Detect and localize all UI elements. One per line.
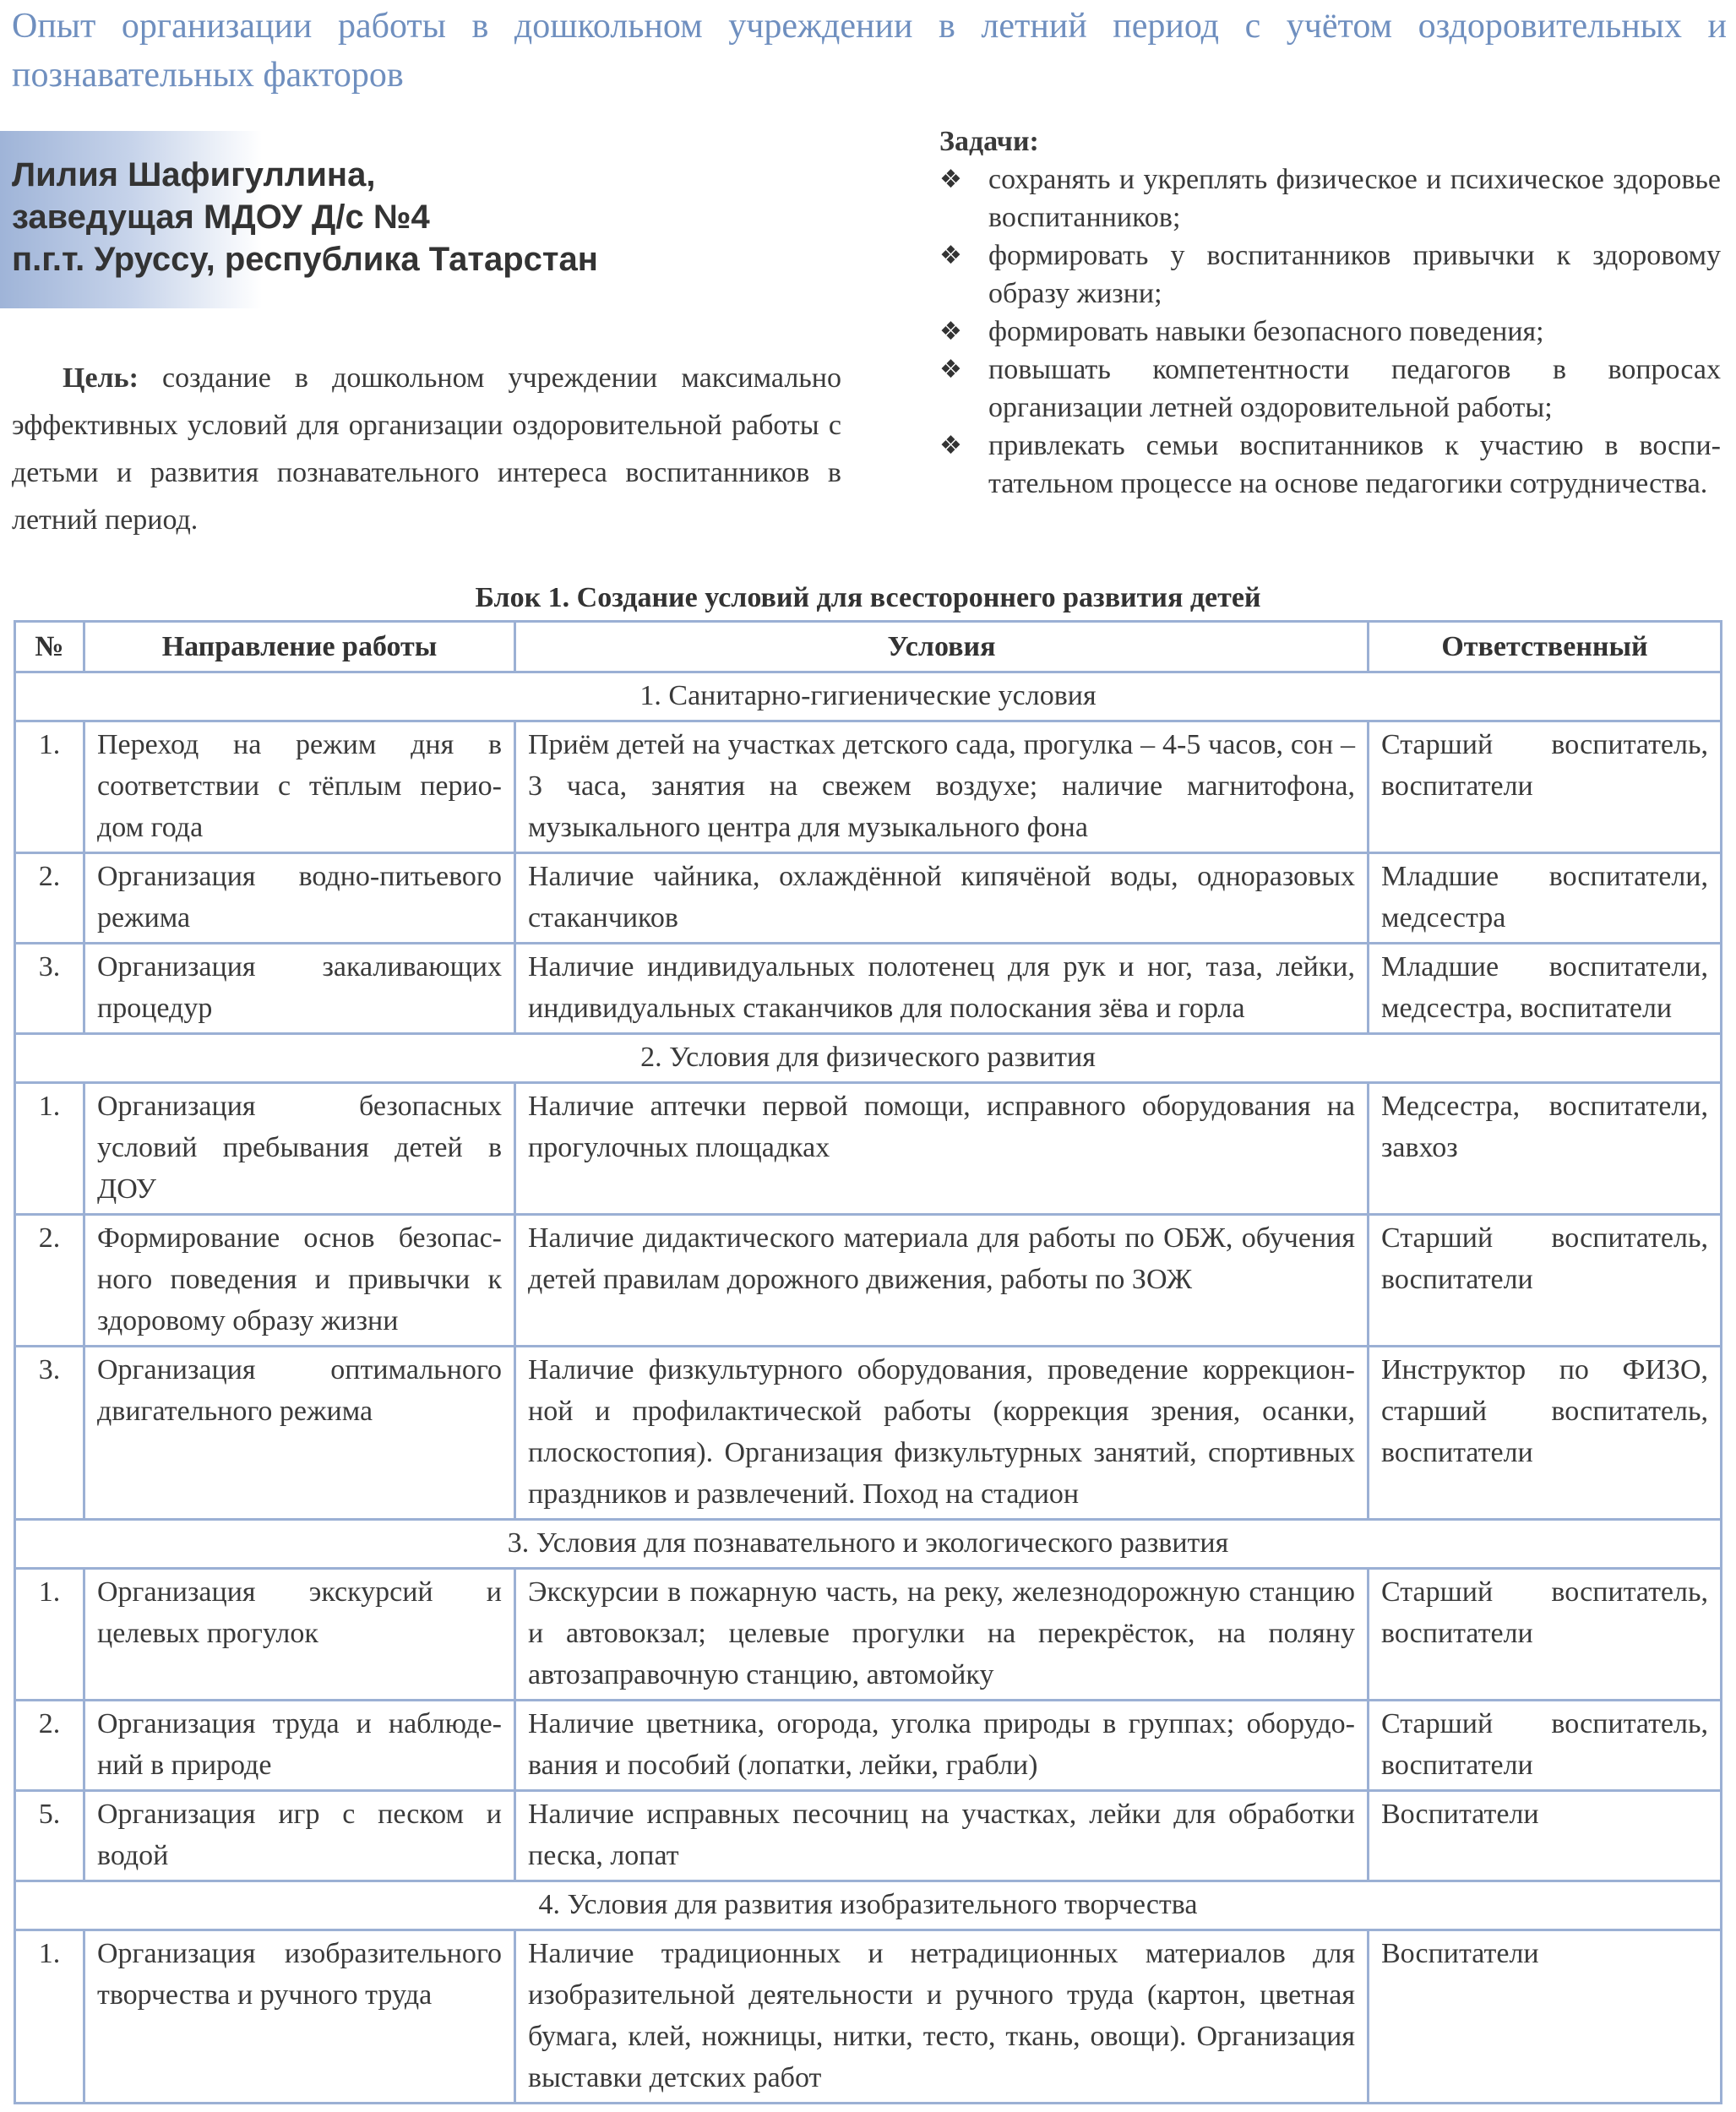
table-row [15,853,1722,944]
row-number: 1. [15,721,84,853]
section-row [15,1520,1722,1569]
section-title: 1. Санитарно-гигиенические условия [15,672,1722,721]
task-item: ❖ формировать у воспитанников привычки к здоровому образу жизни; [939,237,1721,313]
row-number: 2. [15,1215,84,1347]
row-number: 1. [15,1569,84,1701]
table-row [15,1791,1722,1881]
header-responsible: Ответственный [1369,622,1722,672]
row-number: 5. [15,1791,84,1881]
header-conditions: Условия [515,622,1369,672]
table-row [15,1215,1722,1347]
author-location: п.г.т. Уруссу, республика Татарстан [12,241,598,278]
block-title: Блок 1. Создание условий для всестороннего развития детей [475,582,1261,613]
author-name: Лилия Шафигуллина, [12,156,376,193]
row-conditions: Наличие цветника, огорода, уголка природы в группах; оборудования и пособий (лопатки, лейки, грабли) [515,1701,1369,1791]
row-conditions: Наличие исправных песочниц на участках, лейки для обработки песка, лопат [515,1791,1369,1881]
row-conditions: Наличие аптечки первой помощи, исправного оборудования на прогулочных площадках [515,1083,1369,1215]
row-direction: Организация труда и наблюдений в природе [84,1701,515,1791]
diamond-bullet-icon: ❖ [939,165,962,194]
tasks-section [939,122,1721,503]
diamond-bullet-icon: ❖ [939,241,962,270]
row-direction: Организация оптимального двигательного режима [84,1347,515,1520]
goal-label: Цель: [63,362,139,394]
section-row [15,672,1722,721]
diamond-bullet-icon: ❖ [939,317,962,346]
table-row [15,1347,1722,1520]
table-row [15,1569,1722,1701]
row-conditions: Экскурсии в пожарную часть, на реку, железнодорожную станцию и автовокзал; целевые прогулки на перекрёсток, на поляну автозаправочную станцию, автомойку [515,1569,1369,1701]
row-responsible: Старший воспитатель, воспитатели [1369,1701,1722,1791]
table-row [15,1083,1722,1215]
author-position: заведущая МДОУ Д/с №4 [12,199,430,236]
row-conditions: Наличие традиционных и нетрадиционных материалов для изобразительной деятельности и ручного труда (картон, цветная бумага, клей, ножницы, нитки, тесто, ткань, овощи). Организация выставки детских работ [515,1930,1369,2104]
goal-paragraph [12,355,841,544]
row-conditions: Наличие индивидуальных полотенец для рук и ног, таза, лейки, индивидуальных стаканчиков для полоскания зёва и горла [515,944,1369,1034]
header-number: № [15,622,84,672]
row-conditions: Наличие дидактического материала для работы по ОБЖ, обучения детей правилам дорожного движения, работы по ЗОЖ [515,1215,1369,1347]
table-row [15,1930,1722,2104]
section-title: 2. Условия для физического развития [15,1034,1722,1083]
table-row [15,944,1722,1034]
row-responsible: Воспитатели [1369,1930,1722,2104]
table-header-row [15,622,1722,672]
diamond-bullet-icon: ❖ [939,355,962,384]
section-title: 3. Условия для познавательного и экологического развития [15,1520,1722,1569]
row-responsible: Младшие воспитатели, медсестра [1369,853,1722,944]
row-direction: Организация изобразительного творчества и ручного труда [84,1930,515,2104]
row-direction: Организация водно-питьевого режима [84,853,515,944]
row-number: 1. [15,1083,84,1215]
conditions-table [14,620,1722,2104]
section-title: 4. Условия для развития изобразительного творчества [15,1881,1722,1930]
section-row [15,1034,1722,1083]
row-conditions: Наличие чайника, охлаждённой кипячёной воды, одноразовых стаканчиков [515,853,1369,944]
row-number: 3. [15,1347,84,1520]
tasks-list [939,161,1721,503]
row-responsible: Старший воспитатель, воспитатели [1369,1569,1722,1701]
row-conditions: Приём детей на участках детского сада, прогулка – 4-5 часов, сон – 3 часа, занятия на свежем воздухе; наличие магнитофона, музыкального центра для музыкального фона [515,721,1369,853]
diamond-bullet-icon: ❖ [939,431,962,460]
section-row [15,1881,1722,1930]
tasks-heading: Задачи: [939,126,1039,157]
row-number: 3. [15,944,84,1034]
row-responsible: Воспитатели [1369,1791,1722,1881]
article-title: Опыт организации работы в дошкольном учреждении в летний период с учётом оздоровительных и познавательных факторов [12,7,1727,95]
task-item: ❖ сохранять и укреплять физическое и психическое здоровье воспитанников; [939,161,1721,237]
row-number: 2. [15,1701,84,1791]
row-direction: Формирование основ безопасного поведения и привычки к здоровому образу жизни [84,1215,515,1347]
row-responsible: Младшие воспитатели, медсестра, воспитатели [1369,944,1722,1034]
row-direction: Организация закаливающих процедур [84,944,515,1034]
task-item: ❖ повышать компетентности педагогов в вопросах организации летней оздоровительной работы; [939,351,1721,427]
table-row [15,721,1722,853]
goal-text: создание в дошкольном учреждении максимально эффективных условий для организации оздоровительной работы с детьми и развития познавательного интереса воспитанников в летний период. [12,362,841,536]
task-item: ❖ привлекать семьи воспитанников к участию в воспитательном процессе на основе педагогики сотрудничества. [939,427,1721,503]
row-responsible: Старший воспитатель, воспитатели [1369,721,1722,853]
row-responsible: Старший воспитатель, воспитатели [1369,1215,1722,1347]
row-responsible: Медсестра, воспитатели, завхоз [1369,1083,1722,1215]
row-direction: Организация экскурсий и целевых прогулок [84,1569,515,1701]
row-direction: Организация игр с песком и водой [84,1791,515,1881]
table-row [15,1701,1722,1791]
row-direction: Переход на режим дня в соответствии с тёплым периодом года [84,721,515,853]
row-conditions: Наличие физкультурного оборудования, проведение коррекционной и профилактической работы (коррекция зрения, осанки, плоскостопия). Организация физкультурных занятий, спортивных праздников и развлечений. Поход на стадион [515,1347,1369,1520]
row-responsible: Инструктор по ФИЗО, старший воспитатель, воспитатели [1369,1347,1722,1520]
row-number: 1. [15,1930,84,2104]
header-direction: Направление работы [84,622,515,672]
task-item: ❖ формировать навыки безопасного поведения; [939,313,1721,351]
row-number: 2. [15,853,84,944]
author-block [12,154,654,280]
row-direction: Организация безопасных условий пребывания детей в ДОУ [84,1083,515,1215]
